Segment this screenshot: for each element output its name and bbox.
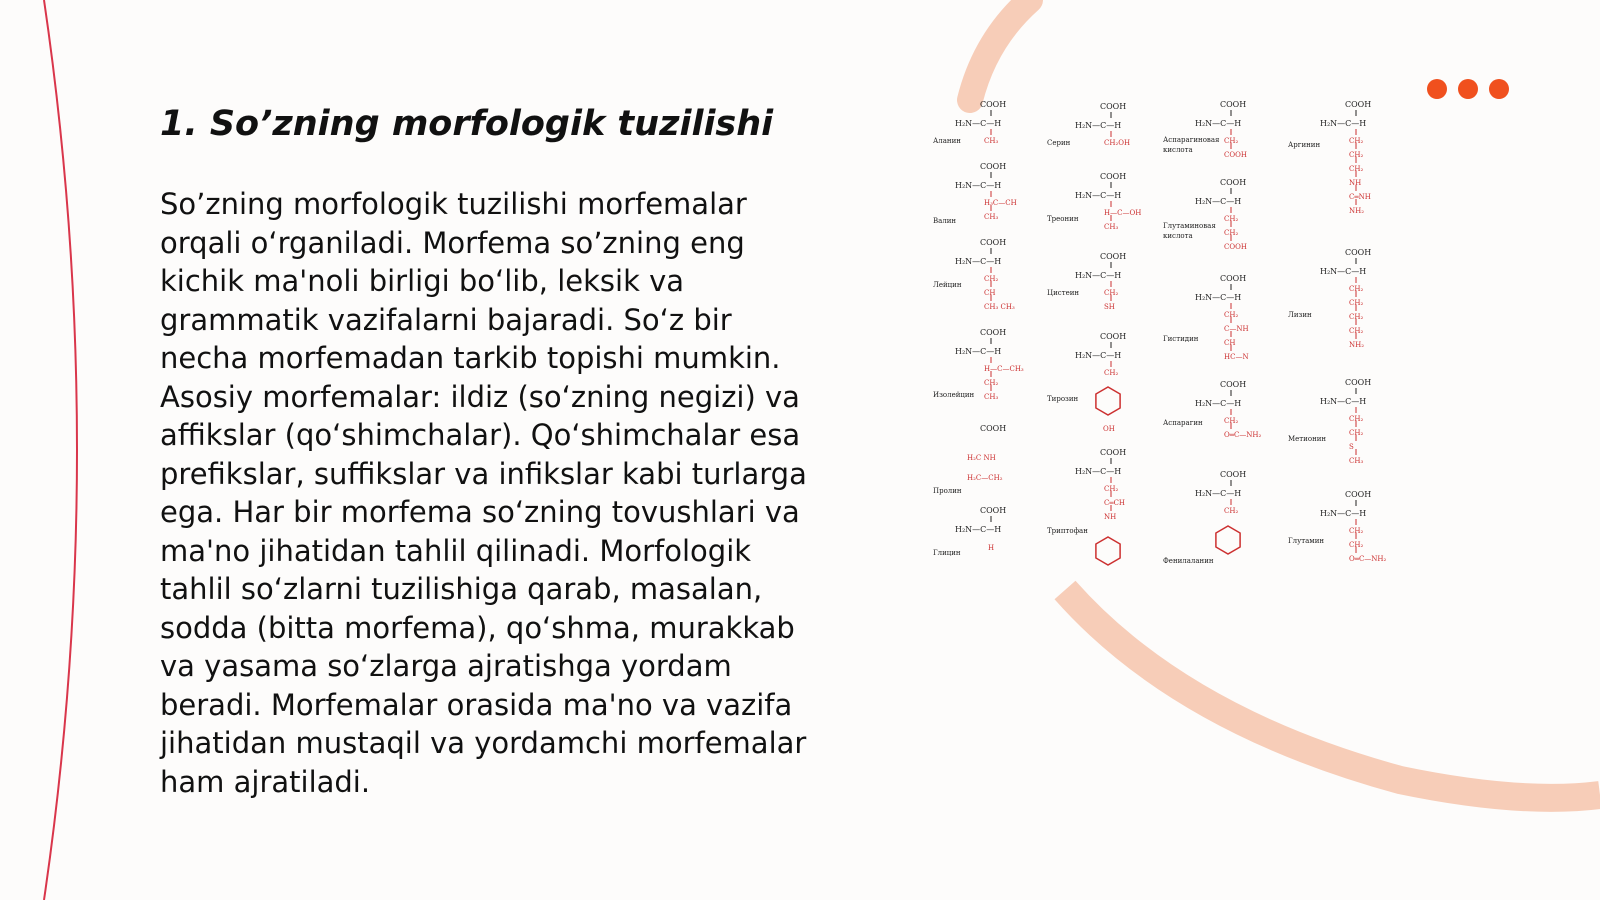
svg-text:H₂N—C—H: H₂N—C—H [1075,351,1122,360]
body-line: So’zning morfologik tuzilishi morfemalar [160,187,747,221]
svg-text:H₂N—C—H: H₂N—C—H [1075,121,1122,130]
svg-text:H₂N—C—H: H₂N—C—H [1195,293,1242,302]
svg-text:Пролин: Пролин [933,487,962,495]
svg-text:H₂N—C—H: H₂N—C—H [955,347,1002,356]
svg-text:CH₃: CH₃ [984,213,999,221]
svg-text:CH₂: CH₂ [1349,527,1364,535]
svg-text:Аспарагин: Аспарагин [1163,419,1203,427]
dot-icon [1489,79,1509,99]
svg-text:Серин: Серин [1047,139,1071,147]
svg-text:Цистеин: Цистеин [1047,289,1080,297]
svg-text:H₂N—C—H: H₂N—C—H [1075,191,1122,200]
svg-text:Глутаминовая: Глутаминовая [1163,222,1216,230]
svg-text:CH₂: CH₂ [1104,289,1119,297]
svg-text:CH₂: CH₂ [1349,151,1364,159]
svg-text:CH₂: CH₂ [1349,327,1364,335]
svg-text:NH₂: NH₂ [1349,207,1365,215]
svg-text:CH₃ CH₃: CH₃ CH₃ [984,303,1015,311]
svg-text:CH₂: CH₂ [1349,313,1364,321]
body-line: ma'no jihatidan tahlil qilinadi. Morfologik [160,533,752,568]
svg-text:Аланин: Аланин [933,137,961,145]
svg-text:Фенилаланин: Фенилаланин [1163,557,1214,565]
svg-text:COOH: COOH [1100,448,1127,457]
svg-text:Изолейцин: Изолейцин [933,391,975,399]
svg-text:NH: NH [1104,513,1117,521]
svg-text:Гистидин: Гистидин [1163,335,1199,343]
svg-text:CH₂: CH₂ [1349,415,1364,423]
body-line: va yasama so‘zlarga ajratishga yordam [160,649,732,683]
svg-text:H₃C—CH: H₃C—CH [984,199,1017,207]
body-line: sodda (bitta morfema), qo‘shma, murakkab [160,610,795,645]
svg-text:HC—N: HC—N [1224,353,1249,361]
svg-text:CH₃: CH₃ [984,393,999,401]
dot-icon [1458,79,1478,99]
svg-text:CH₂: CH₂ [1224,507,1239,515]
svg-text:COOH: COOH [980,506,1007,515]
body-line: beradi. Morfemalar orasida ma'no va vazifa [160,687,793,722]
svg-text:CH₂: CH₂ [1349,299,1364,307]
svg-text:CH: CH [1224,339,1236,347]
svg-text:H₂C NH: H₂C NH [967,454,996,462]
svg-text:Триптофан: Триптофан [1047,527,1088,535]
svg-text:COOH: COOH [1224,243,1247,251]
svg-text:CH₂: CH₂ [1224,417,1239,425]
body-line: jihatidan mustaqil va yordamchi morfemalar [160,726,807,760]
svg-text:COOH: COOH [1100,172,1127,181]
svg-text:Лейцин: Лейцин [933,281,962,289]
svg-text:COOH: COOH [980,100,1007,109]
body-line: affikslar (qo‘shimchalar). Qo‘shimchalar esa [160,418,801,452]
svg-text:COOH: COOH [980,424,1007,433]
svg-text:CH₂: CH₂ [1349,541,1364,549]
body-line: ega. Har bir morfema so‘zning tovushlari va [160,495,800,529]
svg-text:Лизин: Лизин [1288,311,1312,319]
svg-text:H₂N—C—H: H₂N—C—H [1320,267,1367,276]
svg-text:CH₂: CH₂ [1224,137,1239,145]
svg-text:C═NH: C═NH [1349,193,1371,201]
svg-text:Валин: Валин [933,217,957,225]
svg-text:H₂N—C—H: H₂N—C—H [955,525,1002,534]
svg-text:COOH: COOH [1345,100,1372,109]
svg-text:Метионин: Метионин [1288,435,1327,443]
svg-text:H₂N—C—H: H₂N—C—H [1075,271,1122,280]
svg-text:CH₃: CH₃ [1104,223,1119,231]
svg-text:H₂N—C—H: H₂N—C—H [1195,489,1242,498]
dot-icon [1427,79,1447,99]
svg-text:Тирозин: Тирозин [1047,395,1079,403]
body-line: prefikslar, suffikslar va infikslar kabi turlarga [160,456,807,491]
svg-text:CH₂: CH₂ [1224,229,1239,237]
svg-text:COOH: COOH [980,162,1007,171]
svg-text:Глутамин: Глутамин [1288,537,1325,545]
svg-text:CH₂: CH₂ [1224,311,1239,319]
svg-text:H₂N—C—H: H₂N—C—H [1195,197,1242,206]
svg-text:H—C—OH: H—C—OH [1104,209,1142,217]
svg-text:CH₂: CH₂ [1104,485,1119,493]
svg-text:H₂N—C—H: H₂N—C—H [955,181,1002,190]
svg-text:CH₂: CH₂ [1224,215,1239,223]
svg-text:CH₂: CH₂ [1349,429,1364,437]
svg-text:Треонин: Треонин [1047,215,1079,223]
svg-text:CH₃: CH₃ [984,137,999,145]
svg-text:SH: SH [1104,303,1115,311]
svg-text:H₂C—CH₂: H₂C—CH₂ [967,474,1003,482]
svg-text:H₂N—C—H: H₂N—C—H [1195,399,1242,408]
svg-text:COOH: COOH [1100,102,1127,111]
body-line: ham ajratiladi. [160,764,371,799]
svg-text:CH₂OH: CH₂OH [1104,139,1131,147]
body-line: grammatik vazifalarni bajaradi. So‘z bir [160,302,732,337]
svg-text:H₂N—C—H: H₂N—C—H [1320,509,1367,518]
svg-text:COOH: COOH [1220,100,1247,109]
decorative-left-line [44,0,77,900]
body-line: kichik ma'noli birligi bo‘lib, leksik va [160,264,685,298]
body-line: Asosiy morfemalar: ildiz (so‘zning negizi) va [160,379,800,414]
svg-text:H₂N—C—H: H₂N—C—H [1320,397,1367,406]
body-line: orqali o‘rganiladi. Morfema so’zning eng [160,225,745,260]
svg-text:Аргинин: Аргинин [1288,141,1321,149]
svg-text:NH: NH [1349,179,1362,187]
svg-text:COOH: COOH [1220,178,1247,187]
svg-text:H₂N—C—H: H₂N—C—H [955,119,1002,128]
svg-text:H₂N—C—H: H₂N—C—H [1075,467,1122,476]
svg-text:COOH: COOH [1220,380,1247,389]
svg-text:CH₂: CH₂ [1349,137,1364,145]
slide-title: 1. So’zning morfologik tuzilishi [160,104,774,144]
decorative-arc-bottom [1065,590,1600,798]
svg-text:Аспарагиновая: Аспарагиновая [1163,136,1220,144]
svg-text:кислота: кислота [1163,232,1193,240]
svg-text:COOH: COOH [1224,151,1247,159]
svg-text:COOH: COOH [1345,378,1372,387]
svg-text:CH₂: CH₂ [1349,285,1364,293]
body-line: necha morfemadan tarkib topishi mumkin. [160,341,781,375]
svg-text:CH₃: CH₃ [1349,457,1364,465]
svg-text:H₂N—C—H: H₂N—C—H [955,257,1002,266]
amino-acid-structures-image [933,95,1415,585]
svg-text:H₂N—C—H: H₂N—C—H [1195,119,1242,128]
svg-text:COOH: COOH [1220,470,1247,479]
svg-text:CH₂: CH₂ [984,275,999,283]
svg-text:Глицин: Глицин [933,549,961,557]
svg-text:CH₂: CH₂ [984,379,999,387]
svg-text:CH₂: CH₂ [1104,369,1119,377]
svg-text:NH₂: NH₂ [1349,341,1365,349]
svg-text:C═CH: C═CH [1104,499,1126,507]
svg-text:COOH: COOH [1100,252,1127,261]
decorative-dots [1427,79,1509,99]
svg-text:S: S [1349,443,1354,451]
svg-text:CH: CH [984,289,996,297]
svg-text:O═C—NH₂: O═C—NH₂ [1349,555,1387,563]
svg-text:O═C—NH₂: O═C—NH₂ [1224,431,1262,439]
decorative-arc-top [970,0,1030,100]
svg-text:OH: OH [1103,425,1115,433]
svg-text:COOH: COOH [1220,274,1247,283]
svg-text:CH₂: CH₂ [1349,165,1364,173]
svg-text:COOH: COOH [1100,332,1127,341]
svg-text:H₂N—C—H: H₂N—C—H [1320,119,1367,128]
svg-text:H—C—CH₃: H—C—CH₃ [984,365,1024,373]
body-paragraph [160,185,850,801]
svg-text:COOH: COOH [980,238,1007,247]
svg-text:C—NH: C—NH [1224,325,1249,333]
svg-text:COOH: COOH [1345,490,1372,499]
svg-text:COOH: COOH [980,328,1007,337]
svg-text:COOH: COOH [1345,248,1372,257]
svg-text:H: H [988,544,995,552]
svg-text:кислота: кислота [1163,146,1193,154]
body-line: tahlil so‘zlarni tuzilishiga qarab, masalan, [160,572,763,606]
